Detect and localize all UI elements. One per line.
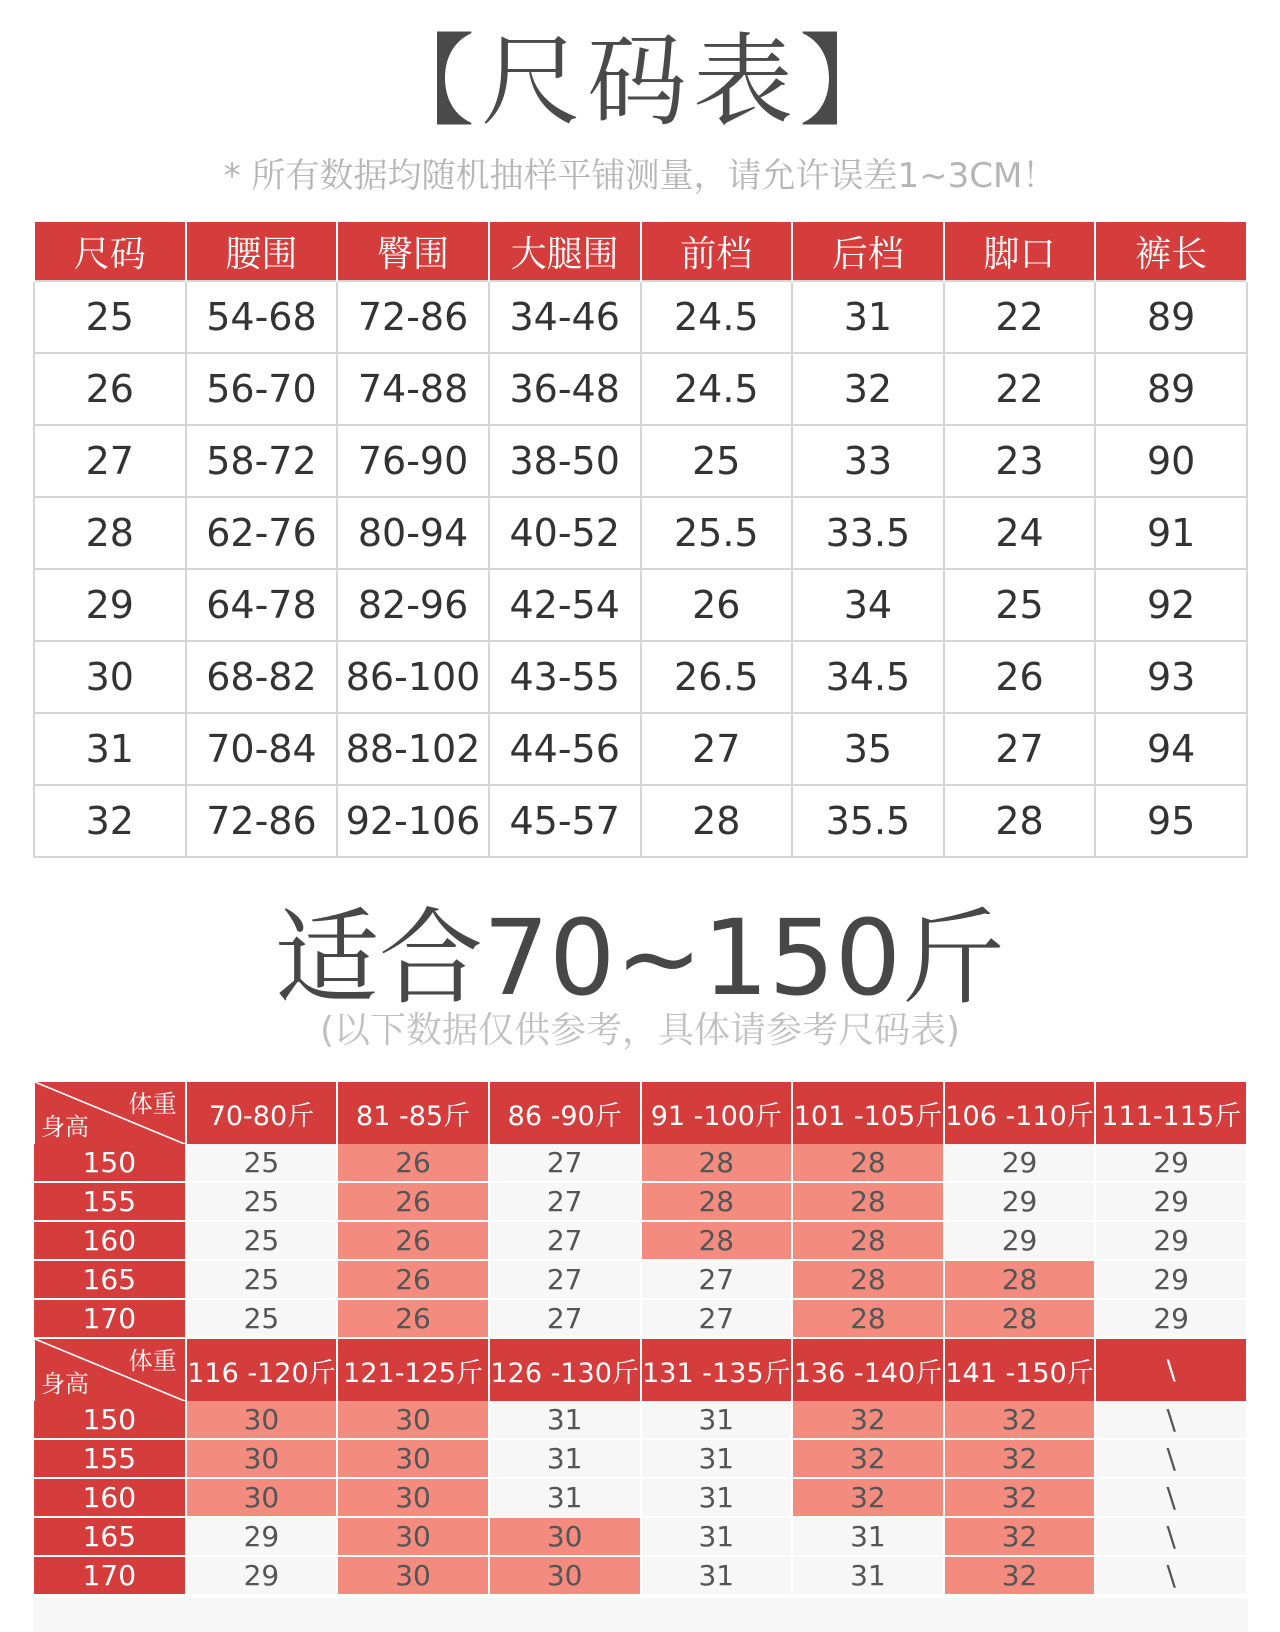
table-cell: 30 [34,641,186,713]
table-row [34,281,1247,353]
size-cell: 27 [489,1299,641,1338]
table-cell: 25 [944,569,1096,641]
weight-range-header: 111-115斤 [1095,1082,1247,1144]
size-cell: 27 [489,1260,641,1299]
size-cell: 29 [944,1144,1096,1182]
table-cell: 36-48 [489,353,641,425]
size-cell: 30 [337,1478,489,1517]
table-cell: 91 [1095,497,1247,569]
corner-height-label: 身高 [41,1113,89,1141]
size-recommendation-table [33,1082,1248,1596]
size-cell: 29 [944,1182,1096,1221]
size-cell: 25 [186,1260,338,1299]
column-header: 裤长 [1095,222,1247,281]
table-cell: 45-57 [489,785,641,857]
height-cell: 165 [34,1517,186,1556]
table-cell: 76-90 [337,425,489,497]
size-cell: 31 [641,1439,793,1478]
size-cell: 28 [641,1182,793,1221]
size-cell: 27 [489,1182,641,1221]
height-cell: 170 [34,1299,186,1338]
table-cell: 28 [944,785,1096,857]
size-cell: 30 [489,1556,641,1595]
size-cell: \ [1095,1556,1247,1595]
size-cell: 27 [641,1299,793,1338]
size-cell: 30 [337,1556,489,1595]
bottom-strip [33,1598,1248,1632]
table-cell: 24.5 [641,281,793,353]
weight-range-header: 131 -135斤 [641,1338,793,1401]
size-cell: 26 [337,1144,489,1182]
size-cell: 28 [792,1299,944,1338]
column-header: 后档 [792,222,944,281]
table-cell: 93 [1095,641,1247,713]
table-row [34,785,1247,857]
fit-range-note: (以下数据仅供参考，具体请参考尺码表) [319,1010,961,1051]
table-row [34,1556,1247,1595]
table-cell: 35 [792,713,944,785]
table-cell: 68-82 [186,641,338,713]
table-cell: 89 [1095,353,1247,425]
size-cell: 28 [792,1221,944,1260]
size-cell: 29 [186,1556,338,1595]
size-cell: 32 [944,1478,1096,1517]
table-cell: 27 [641,713,793,785]
table-row [34,497,1247,569]
column-header: 腰围 [186,222,338,281]
table-cell: 86-100 [337,641,489,713]
table-cell: 27 [34,425,186,497]
corner-weight-label: 体重 [128,1090,177,1118]
size-cell: 31 [641,1517,793,1556]
table-cell: 43-55 [489,641,641,713]
size-cell: 29 [186,1517,338,1556]
size-cell: 25 [186,1144,338,1182]
table-cell: 62-76 [186,497,338,569]
table-row [34,1401,1247,1439]
weight-range-header: 91 -100斤 [641,1082,793,1144]
table-cell: 22 [944,353,1096,425]
corner-cell [34,1338,186,1401]
table-cell: 25 [34,281,186,353]
table-row [34,713,1247,785]
table-cell: 42-54 [489,569,641,641]
weight-range-header: 70-80斤 [186,1082,338,1144]
size-cell: 31 [489,1439,641,1478]
weight-range-header: 116 -120斤 [186,1338,338,1401]
height-cell: 160 [34,1478,186,1517]
corner-height-label: 身高 [41,1370,89,1398]
table-cell: 23 [944,425,1096,497]
table-row [34,641,1247,713]
size-cell: 31 [641,1401,793,1439]
size-cell: 31 [641,1478,793,1517]
table-cell: 28 [34,497,186,569]
page-title: 【尺码表】 [375,23,905,140]
table-cell: 22 [944,281,1096,353]
table-row [34,1144,1247,1182]
table-cell: 92 [1095,569,1247,641]
table-cell: 33 [792,425,944,497]
size-cell: 28 [944,1299,1096,1338]
table-cell: 24 [944,497,1096,569]
table-cell: 34 [792,569,944,641]
size-cell: 25 [186,1221,338,1260]
size-cell: 28 [641,1144,793,1182]
table-row [34,1299,1247,1338]
table-cell: 70-84 [186,713,338,785]
table-cell: 72-86 [186,785,338,857]
weight-range-header: 121-125斤 [337,1338,489,1401]
table-cell: 88-102 [337,713,489,785]
size-cell: 28 [792,1260,944,1299]
table-cell: 32 [792,353,944,425]
size-cell: 29 [1095,1144,1247,1182]
table-cell: 74-88 [337,353,489,425]
weight-range-header: 136 -140斤 [792,1338,944,1401]
size-cell: \ [1095,1439,1247,1478]
size-cell: 30 [186,1401,338,1439]
weight-range-header: 101 -105斤 [792,1082,944,1144]
size-cell: 30 [186,1439,338,1478]
column-header: 大腿围 [489,222,641,281]
size-cell: 28 [944,1260,1096,1299]
table-cell: 58-72 [186,425,338,497]
weight-range-header: 126 -130斤 [489,1338,641,1401]
size-chart-table [33,222,1248,858]
weight-range-header: \ [1095,1338,1247,1401]
size-cell: 26 [337,1221,489,1260]
size-cell: 32 [944,1556,1096,1595]
fit-range-title: 适合70~150斤 [275,897,1005,1019]
table-cell: 92-106 [337,785,489,857]
table-row [34,1517,1247,1556]
size-cell: 27 [489,1221,641,1260]
table-cell: 26 [641,569,793,641]
table-row [34,353,1247,425]
size-cell: 29 [944,1221,1096,1260]
size-cell: 26 [337,1260,489,1299]
corner-weight-label: 体重 [128,1347,177,1375]
weight-range-header: 141 -150斤 [944,1338,1096,1401]
size-cell: 29 [1095,1182,1247,1221]
table-cell: 27 [944,713,1096,785]
size-cell: 31 [641,1556,793,1595]
size-cell: 31 [489,1478,641,1517]
column-header: 尺码 [34,222,186,281]
height-cell: 155 [34,1182,186,1221]
size-cell: 28 [792,1144,944,1182]
height-cell: 170 [34,1556,186,1595]
size-chart-body [34,281,1247,857]
size-cell: 32 [944,1517,1096,1556]
table-cell: 80-94 [337,497,489,569]
table-cell: 25.5 [641,497,793,569]
weight-range-header: 81 -85斤 [337,1082,489,1144]
size-cell: 30 [186,1478,338,1517]
table-cell: 31 [34,713,186,785]
table-cell: 38-50 [489,425,641,497]
table-row [34,1182,1247,1221]
size-cell: 25 [186,1182,338,1221]
table-cell: 29 [34,569,186,641]
size-cell: 32 [792,1401,944,1439]
table-cell: 64-78 [186,569,338,641]
size-cell: 28 [641,1221,793,1260]
table-row [34,1221,1247,1260]
size-cell: 29 [1095,1299,1247,1338]
table-cell: 54-68 [186,281,338,353]
table-cell: 44-56 [489,713,641,785]
size-cell: 29 [1095,1221,1247,1260]
table-row [34,425,1247,497]
size-cell: 32 [792,1478,944,1517]
size-cell: 26 [337,1299,489,1338]
table-cell: 34.5 [792,641,944,713]
weight-header-row [34,1338,1247,1401]
size-cell: \ [1095,1401,1247,1439]
table-cell: 25 [641,425,793,497]
column-header: 脚口 [944,222,1096,281]
table-cell: 35.5 [792,785,944,857]
table-cell: 26 [944,641,1096,713]
table-cell: 94 [1095,713,1247,785]
recommendation-body [34,1082,1247,1595]
table-cell: 28 [641,785,793,857]
height-cell: 155 [34,1439,186,1478]
column-header: 前档 [641,222,793,281]
height-cell: 150 [34,1144,186,1182]
table-row [34,1439,1247,1478]
size-cell: \ [1095,1517,1247,1556]
size-cell: 27 [489,1144,641,1182]
size-chart-header-row [34,222,1247,281]
table-row [34,1478,1247,1517]
table-row [34,1260,1247,1299]
size-cell: 25 [186,1299,338,1338]
table-cell: 56-70 [186,353,338,425]
height-cell: 150 [34,1401,186,1439]
size-cell: 30 [489,1517,641,1556]
table-cell: 26 [34,353,186,425]
corner-cell [34,1082,186,1144]
table-cell: 72-86 [337,281,489,353]
table-cell: 90 [1095,425,1247,497]
weight-header-row [34,1082,1247,1144]
table-cell: 31 [792,281,944,353]
size-cell: 30 [337,1439,489,1478]
height-cell: 160 [34,1221,186,1260]
table-cell: 32 [34,785,186,857]
table-cell: 34-46 [489,281,641,353]
table-cell: 89 [1095,281,1247,353]
size-cell: 30 [337,1517,489,1556]
size-cell: \ [1095,1478,1247,1517]
size-cell: 29 [1095,1260,1247,1299]
table-cell: 33.5 [792,497,944,569]
size-cell: 32 [944,1439,1096,1478]
table-row [34,569,1247,641]
size-cell: 32 [792,1439,944,1478]
table-cell: 95 [1095,785,1247,857]
size-cell: 30 [337,1401,489,1439]
measurement-note: * 所有数据均随机抽样平铺测量，请允许误差1~3CM！ [223,156,1057,196]
weight-range-header: 106 -110斤 [944,1082,1096,1144]
height-cell: 165 [34,1260,186,1299]
size-cell: 26 [337,1182,489,1221]
table-cell: 24.5 [641,353,793,425]
weight-range-header: 86 -90斤 [489,1082,641,1144]
table-cell: 82-96 [337,569,489,641]
size-cell: 31 [792,1517,944,1556]
size-cell: 31 [792,1556,944,1595]
size-cell: 28 [792,1182,944,1221]
table-cell: 40-52 [489,497,641,569]
size-cell: 32 [944,1401,1096,1439]
size-cell: 31 [489,1401,641,1439]
column-header: 臀围 [337,222,489,281]
table-cell: 26.5 [641,641,793,713]
size-cell: 27 [641,1260,793,1299]
